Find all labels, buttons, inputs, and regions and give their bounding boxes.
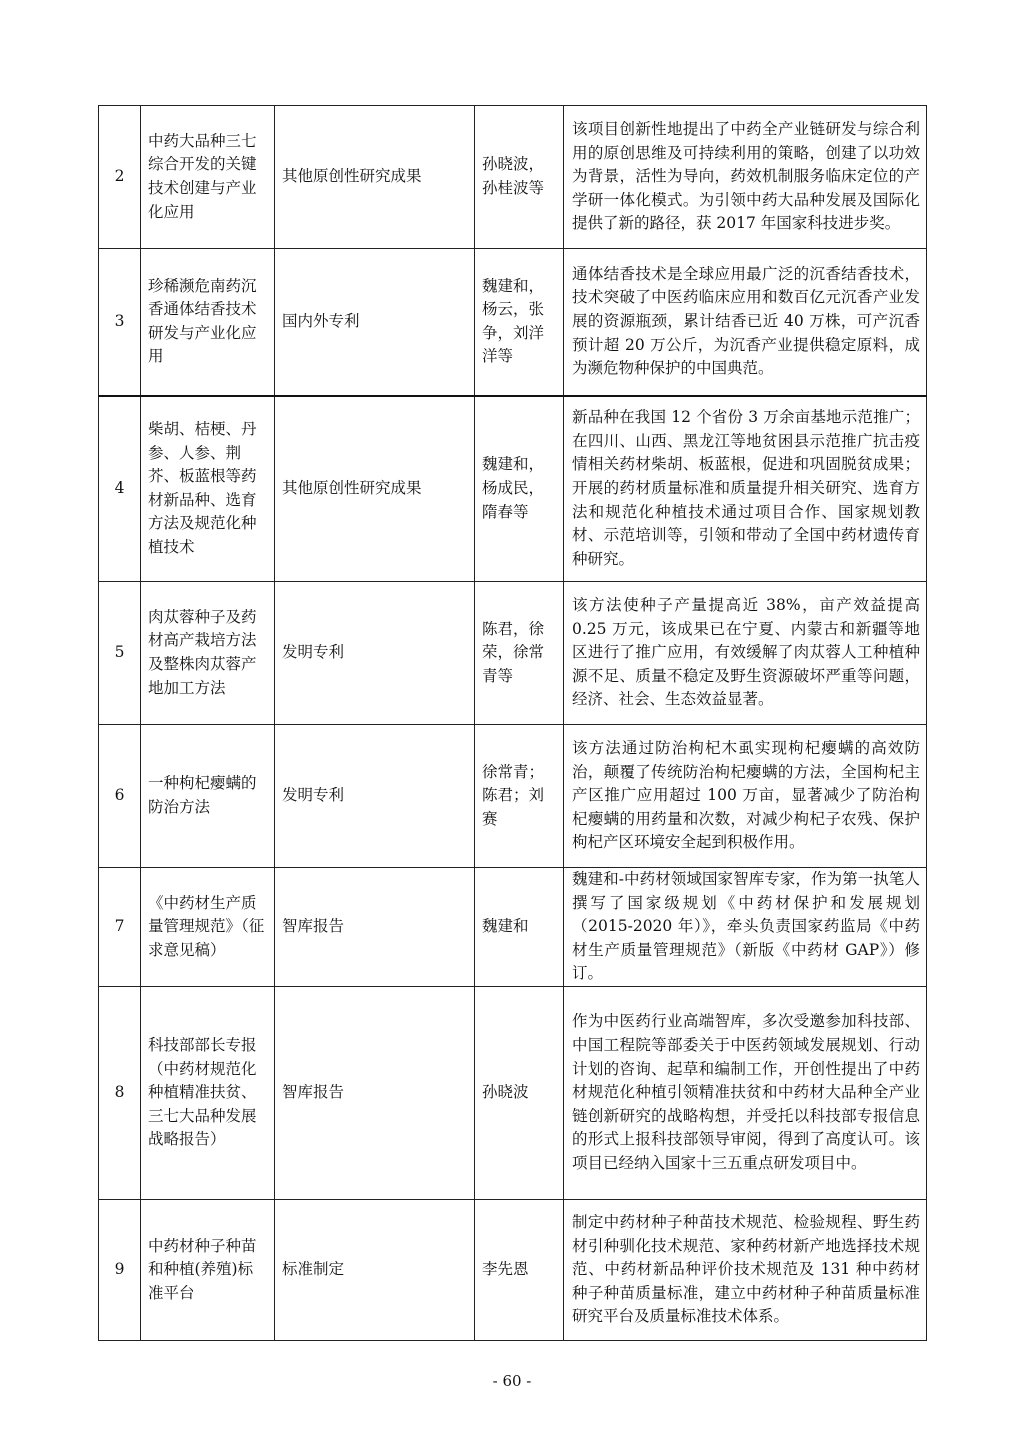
achievement-people: 李先恩 — [475, 1200, 564, 1341]
achievement-description: 作为中医药行业高端智库，多次受邀参加科技部、中国工程院等部委关于中医药领域发展规划、行动计划的咨询、起草和编制工作，开创性提出了中药材规范化种植引领精准扶贫和中药材大品种全产业链创新研究的战略构想，并受托以科技部专报信息的形式上报科技部领导审阅，得到了高度认可。该项目已经纳入国家十三五重点研发项目中。 — [564, 987, 927, 1200]
table-row — [99, 582, 927, 725]
achievement-type: 国内外专利 — [275, 249, 475, 396]
achievement-name: 肉苁蓉种子及药材高产栽培方法及整株肉苁蓉产地加工方法 — [141, 582, 275, 725]
achievement-name: 柴胡、桔梗、丹参、人参、荆芥、板蓝根等药材新品种、选育方法及规范化种植技术 — [141, 396, 275, 582]
achievement-name: 科技部部长专报（中药材规范化种植精准扶贫、三七大品种发展战略报告） — [141, 987, 275, 1200]
achievement-type: 其他原创性研究成果 — [275, 396, 475, 582]
achievement-type: 智库报告 — [275, 868, 475, 987]
achievement-name: 中药材种子种苗和种植(养殖)标准平台 — [141, 1200, 275, 1341]
table-row — [99, 1200, 927, 1341]
achievement-people: 陈君，徐荣，徐常青等 — [475, 582, 564, 725]
achievement-name: 中药大品种三七综合开发的关键技术创建与产业化应用 — [141, 106, 275, 249]
achievement-people: 魏建和，杨云，张争，刘洋洋等 — [475, 249, 564, 396]
table-row — [99, 725, 927, 868]
achievement-description: 该方法通过防治枸杞木虱实现枸杞瘿螨的高效防治，颠覆了传统防治枸杞瘿螨的方法，全国枸杞主产区推广应用超过 100 万亩，显著减少了防治枸杞瘿螨的用药量和次数，对减少枸杞子农残、保护枸杞产区环境安全起到积极作用。 — [564, 725, 927, 868]
page-number: - 60 - — [492, 1372, 532, 1390]
achievement-description: 制定中药材种子种苗技术规范、检验规程、野生药材引种驯化技术规范、家种药材新产地选择技术规范、中药材新品种评价技术规范及 131 种中药材种子种苗质量标准，建立中药材种子种苗质量标准研究平台及质量标准技术体系。 — [564, 1200, 927, 1341]
achievement-type: 智库报告 — [275, 987, 475, 1200]
achievement-type: 标准制定 — [275, 1200, 475, 1341]
achievement-description: 魏建和-中药材领域国家智库专家，作为第一执笔人撰写了国家级规划《中药材保护和发展规划（2015-2020 年）》，牵头负责国家药监局《中药材生产质量管理规范》（新版《中药材 GAP》）修订。 — [564, 868, 927, 987]
achievement-description: 通体结香技术是全球应用最广泛的沉香结香技术，技术突破了中医药临床应用和数百亿元沉香产业发展的资源瓶颈，累计结香已近 40 万株，可产沉香预计超 20 万公斤，为沉香产业提供稳定原料，成为濒危物种保护的中国典范。 — [564, 249, 927, 396]
row-number: 8 — [99, 987, 141, 1200]
achievement-people: 孙晓波 — [475, 987, 564, 1200]
row-number: 2 — [99, 106, 141, 249]
achievement-type: 发明专利 — [275, 725, 475, 868]
row-number: 9 — [99, 1200, 141, 1341]
row-number: 7 — [99, 868, 141, 987]
achievement-description: 该项目创新性地提出了中药全产业链研发与综合利用的原创思维及可持续利用的策略，创建了以功效为背景，活性为导向，药效机制服务临床定位的产学研一体化模式。为引领中药大品种发展及国际化提供了新的路径，获 2017 年国家科技进步奖。 — [564, 106, 927, 249]
achievement-name: 珍稀濒危南药沉香通体结香技术研发与产业化应用 — [141, 249, 275, 396]
table-row — [99, 987, 927, 1200]
achievement-name: 一种枸杞瘿螨的防治方法 — [141, 725, 275, 868]
row-number: 3 — [99, 249, 141, 396]
row-number: 6 — [99, 725, 141, 868]
achievements-table — [98, 105, 927, 1341]
achievement-type: 发明专利 — [275, 582, 475, 725]
row-number: 4 — [99, 396, 141, 582]
achievement-people: 孙晓波，孙桂波等 — [475, 106, 564, 249]
achievement-type: 其他原创性研究成果 — [275, 106, 475, 249]
achievement-people: 徐常青；陈君；刘赛 — [475, 725, 564, 868]
achievement-description: 该方法使种子产量提高近 38%，亩产效益提高 0.25 万元，该成果已在宁夏、内蒙古和新疆等地区进行了推广应用，有效缓解了肉苁蓉人工种植种源不足、质量不稳定及野生资源破坏严重等问题，经济、社会、生态效益显著。 — [564, 582, 927, 725]
table-row — [99, 249, 927, 396]
row-number: 5 — [99, 582, 141, 725]
table-row — [99, 396, 927, 582]
achievement-people: 魏建和，杨成民，隋春等 — [475, 396, 564, 582]
table-row — [99, 868, 927, 987]
achievement-name: 《中药材生产质量管理规范》（征求意见稿） — [141, 868, 275, 987]
table-row — [99, 106, 927, 249]
achievement-description: 新品种在我国 12 个省份 3 万余亩基地示范推广；在四川、山西、黑龙江等地贫困县示范推广抗击疫情相关药材柴胡、板蓝根，促进和巩固脱贫成果；开展的药材质量标准和质量提升相关研究、选育方法和规范化种植技术通过项目合作、国家规划教材、示范培训等，引领和带动了全国中药材遗传育种研究。 — [564, 396, 927, 582]
achievement-people: 魏建和 — [475, 868, 564, 987]
